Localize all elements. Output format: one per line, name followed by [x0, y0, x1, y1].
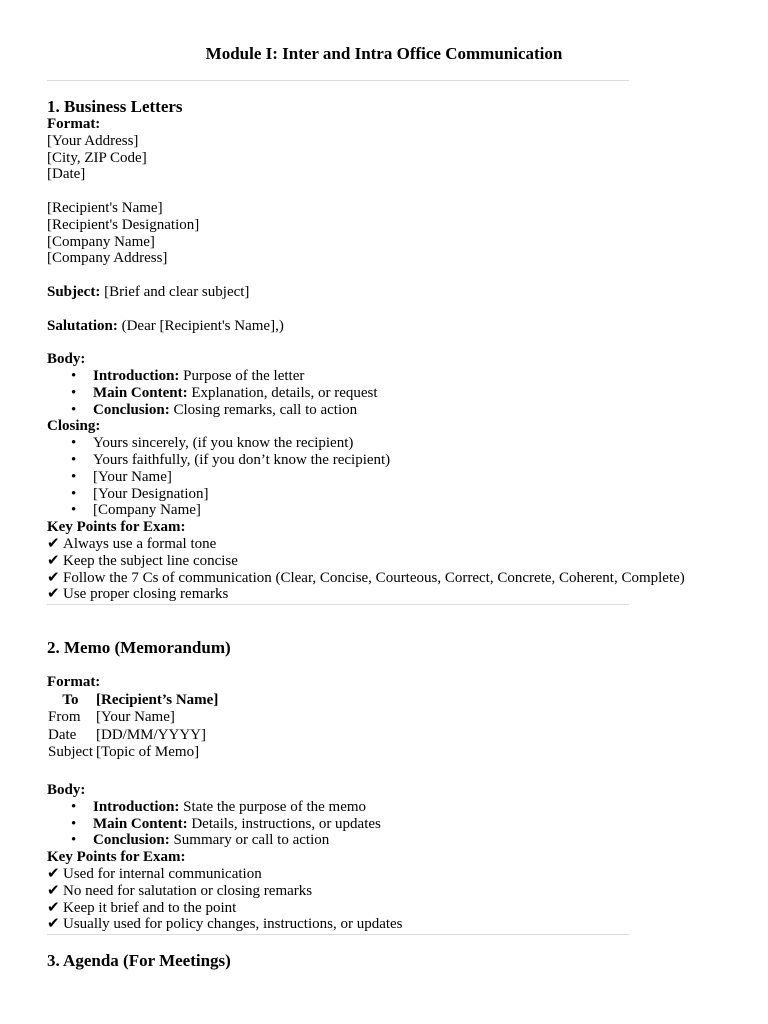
- table-cell: [Your Name]: [96, 709, 175, 726]
- divider: [47, 80, 629, 81]
- check-icon: ✔: [47, 882, 60, 899]
- key-points-label: Key Points for Exam:: [47, 849, 186, 866]
- table-cell: [DD/MM/YYYY]: [96, 726, 206, 743]
- list-item: • Yours faithfully, (if you don’t know the recipient): [47, 452, 685, 469]
- business-letter-format: [47, 116, 685, 603]
- sender-line: [Date]: [47, 166, 86, 183]
- sender-line: [City, ZIP Code]: [47, 149, 147, 166]
- list-item: • Conclusion: Summary or call to action: [47, 832, 403, 849]
- section-heading-memo: 2. Memo (Memorandum): [47, 638, 231, 657]
- body-label: Body:: [47, 351, 86, 368]
- memo-format-table: [46, 691, 220, 762]
- list-item: • Yours sincerely, (if you know the recipient): [47, 435, 685, 452]
- key-point: ✔ Keep the subject line concise: [47, 552, 238, 569]
- check-icon: ✔: [47, 916, 60, 933]
- check-icon: ✔: [47, 569, 60, 586]
- table-row: [47, 744, 219, 761]
- sender-line: [Your Address]: [47, 132, 139, 149]
- check-icon: ✔: [47, 865, 60, 882]
- key-point: ✔ Follow the 7 Cs of communication (Clear, Concise, Courteous, Correct, Concrete, Coherent, Complete): [47, 569, 685, 586]
- list-item: • [Your Name]: [47, 469, 685, 486]
- table-cell: From: [48, 709, 81, 726]
- closing-label: Closing:: [47, 418, 101, 435]
- list-item: • Main Content: Details, instructions, or updates: [47, 816, 403, 833]
- section-heading-agenda: 3. Agenda (For Meetings): [47, 951, 231, 970]
- key-point: ✔ Always use a formal tone: [47, 535, 217, 552]
- key-points-label: Key Points for Exam:: [47, 519, 186, 536]
- table-cell: [Topic of Memo]: [96, 744, 200, 761]
- key-point: ✔ No need for salutation or closing remarks: [47, 882, 313, 899]
- section-heading-business-letters: 1. Business Letters: [47, 97, 183, 116]
- table-header-row: [47, 692, 219, 709]
- recipient-line: [Recipient's Name]: [47, 199, 163, 216]
- check-icon: ✔: [47, 552, 60, 569]
- table-row: [47, 709, 219, 726]
- list-item: • Introduction: State the purpose of the memo: [47, 799, 403, 816]
- format-label: Format:: [47, 674, 101, 690]
- body-list: [47, 368, 685, 418]
- subject-value: [Brief and clear subject]: [100, 283, 250, 300]
- recipient-line: [Recipient's Designation]: [47, 216, 200, 233]
- memo-format: [47, 674, 220, 762]
- list-item: • [Your Designation]: [47, 486, 685, 503]
- memo-body: [47, 782, 403, 933]
- body-label: Body:: [47, 782, 86, 798]
- list-item: • Introduction: Purpose of the letter: [47, 368, 685, 385]
- check-icon: ✔: [47, 899, 60, 916]
- list-item: • Conclusion: Closing remarks, call to action: [47, 402, 685, 419]
- divider: [47, 934, 629, 935]
- page-title: Module I: Inter and Intra Office Communication: [205, 44, 563, 63]
- table-row: [47, 727, 219, 744]
- body-list: [47, 799, 403, 849]
- key-point: ✔ Keep it brief and to the point: [47, 899, 237, 916]
- key-point: ✔ Use proper closing remarks: [47, 586, 229, 603]
- salutation-value: (Dear [Recipient's Name],): [117, 317, 284, 334]
- recipient-line: [Company Name]: [47, 233, 155, 250]
- key-point: ✔ Used for internal communication: [47, 865, 262, 882]
- list-item: • [Company Name]: [47, 502, 685, 519]
- table-header-cell: [Recipient’s Name]: [96, 691, 219, 708]
- table-header-cell: To: [62, 691, 79, 708]
- subject-line: [47, 284, 685, 301]
- subject-label: Subject:: [47, 283, 101, 300]
- divider: [47, 604, 629, 605]
- table-cell: Date: [48, 726, 77, 743]
- check-icon: ✔: [47, 535, 60, 552]
- salutation-label: Salutation:: [47, 317, 118, 334]
- format-label: Format:: [47, 116, 101, 132]
- recipient-line: [Company Address]: [47, 250, 168, 267]
- check-icon: ✔: [47, 586, 60, 603]
- list-item: • Main Content: Explanation, details, or request: [47, 385, 685, 402]
- salutation-line: [47, 318, 685, 335]
- key-point: ✔ Usually used for policy changes, instructions, or updates: [47, 916, 403, 933]
- table-cell: Subject: [48, 744, 93, 761]
- closing-list: [47, 435, 685, 519]
